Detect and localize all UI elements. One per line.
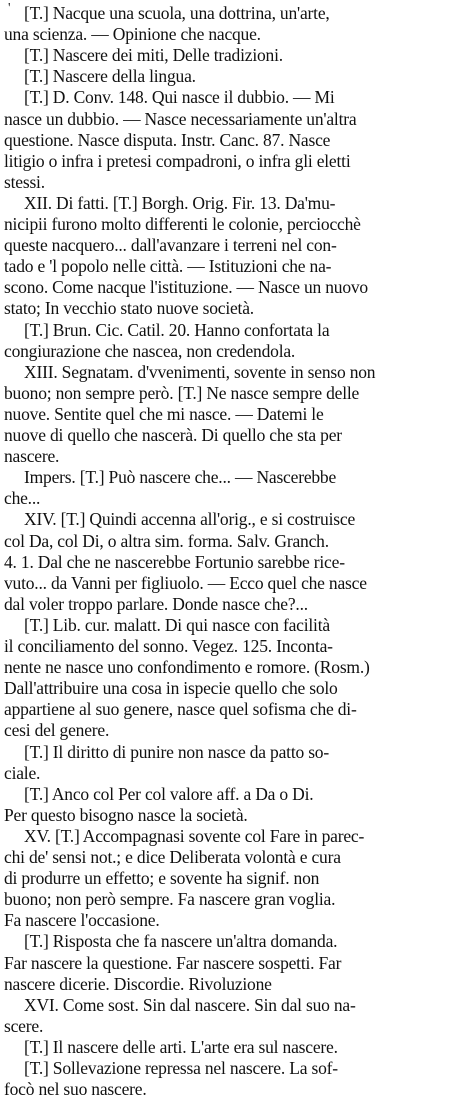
text-line: Impers. [T.] Può nascere che... — Nascerebbe	[24, 467, 337, 488]
text-line: appartiene al suo genere, nasce quel sofisma che di-	[4, 699, 357, 720]
text-line: XII. Di fatti. [T.] Borgh. Orig. Fir. 13. Da'mu-	[24, 192, 336, 213]
text-line: nascere.	[4, 446, 60, 467]
text-line: [T.] Risposta che fa nascere un'altra domanda.	[24, 931, 338, 952]
text-line: XVI. Come sost. Sin dal nascere. Sin dal suo na-	[24, 994, 356, 1015]
text-line: buono; non sempre però. [T.] Ne nasce sempre delle	[4, 382, 360, 403]
text-line: vuto... da Vanni per figliuolo. — Ecco quel che nasce	[4, 572, 367, 593]
text-line: questione. Nasce disputa. Instr. Canc. 87. Nasce	[4, 129, 331, 150]
text-line: scono. Come nacque l'istituzione. — Nasce un nuovo	[4, 277, 368, 298]
text-line: nuove di quello che nascerà. Di quello che sta per	[4, 425, 342, 445]
text-line: 4. 1. Dal che ne nascerebbe Fortunio sarebbe rice-	[4, 551, 345, 572]
text-line: XIII. Segnatam. d'vvenimenti, sovente in senso non	[24, 361, 376, 382]
text-line: nente ne nasce uno confondimento e romore. (Rosm.)	[4, 657, 370, 678]
text-line: dal voler troppo parlare. Donde nasce che?...	[4, 593, 308, 614]
text-line: nascere dicerie. Discordie. Rivoluzione	[4, 973, 272, 994]
text-line: nasce un dubbio. — Nasce necessariamente un'altra	[4, 108, 357, 129]
text-line: cesi del genere.	[4, 720, 110, 741]
margin-mark: '	[8, 1, 11, 16]
text-line: tado e 'l popolo nelle città. — Istituzioni che na-	[4, 256, 332, 277]
text-line: focò nel suo nascere.	[4, 1079, 147, 1100]
text-line: scere.	[4, 1015, 44, 1036]
text-line: [T.] Lib. cur. malatt. Di qui nasce con facilità	[24, 614, 330, 635]
text-line: [T.] Nascere della lingua.	[24, 66, 196, 87]
text-line: Far nascere la questione. Far nascere sospetti. Far	[4, 952, 342, 973]
text-line: nuove. Sentite quel che mi nasce. — Datemi le	[4, 403, 324, 424]
text-line: litigio o infra i pretesi compadroni, o infra gli eletti	[4, 150, 351, 171]
text-line: [T.] Il diritto di punire non nasce da patto so-	[24, 741, 329, 762]
text-line: ciale.	[4, 762, 41, 783]
text-line: Dall'attribuire una cosa in ispecie quello che solo	[4, 678, 338, 699]
text-line: [T.] D. Conv. 148. Qui nasce il dubbio. — Mi	[24, 87, 335, 108]
text-line: il conciliamento del sonno. Vegez. 125. Inconta-	[4, 636, 333, 656]
text-line: stessi.	[4, 171, 45, 192]
text-line: buono; non però sempre. Fa nascere gran voglia.	[4, 889, 336, 910]
text-line: [T.] Sollevazione repressa nel nascere. La sof-	[24, 1058, 338, 1078]
text-line: col Da, col Di, o altra sim. forma. Salv. Granch.	[4, 530, 329, 551]
text-line: Per questo bisogno nasce la società.	[4, 804, 248, 825]
text-line: XIV. [T.] Quindi accenna all'orig., e si costruisce	[24, 509, 356, 530]
text-line: chi de' sensi not.; e dice Deliberata volontà e cura	[4, 847, 341, 867]
text-line: una scienza. — Opinione che nacque.	[4, 24, 261, 45]
text-line: [T.] Brun. Cic. Catil. 20. Hanno confortata la	[24, 319, 330, 340]
text-line: [T.] Il nascere delle arti. L'arte era sul nascere.	[24, 1036, 338, 1057]
text-line: [T.] Anco col Per col valore aff. a Da o Di.	[24, 783, 314, 804]
text-line: di produrre un effetto; e sovente ha signif. non	[4, 868, 320, 889]
text-line: stato; In vecchio stato nuove società.	[4, 298, 254, 319]
text-line: congiurazione che nascea, non credendola.	[4, 340, 296, 361]
text-line: Fa nascere l'occasione.	[4, 910, 160, 931]
text-line: che...	[4, 488, 41, 509]
text-line: [T.] Nascere dei miti, Delle tradizioni.	[24, 45, 283, 66]
text-line: [T.] Nacque una scuola, una dottrina, un'arte,	[24, 3, 330, 23]
text-line: XV. [T.] Accompagnasi sovente col Fare in parec-	[24, 825, 365, 846]
text-line: queste nacquero... dall'avanzare i terreni nel con-	[4, 235, 337, 256]
text-line: nicipii furono molto differenti le colonie, perciocchè	[4, 214, 361, 234]
